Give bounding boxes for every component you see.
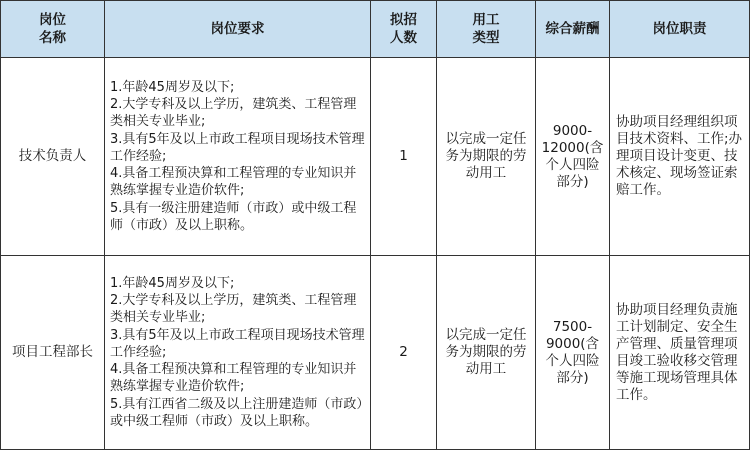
requirement-item: 1.年龄45周岁及以下; — [110, 80, 235, 96]
header-employment-type-text: 用工 类型 — [472, 12, 500, 46]
requirement-item: 5.具有一级注册建造师（市政）或中级工程师（市政）及以上职称。 — [110, 200, 357, 233]
header-headcount-text: 拟招 人数 — [390, 12, 417, 46]
table-row — [1, 58, 750, 256]
position-name: 技术负责人 — [18, 148, 87, 164]
duties: 协助项目经理组织项目技术资料、工作;办理项目设计变更、技术核定、现场签证索赔工作。 — [616, 114, 743, 198]
employment-type-cell — [437, 58, 536, 256]
headcount-cell — [371, 256, 437, 450]
header-duties-text: 岗位职责 — [652, 21, 707, 37]
requirement-item: 1.年龄45周岁及以下; — [110, 276, 235, 292]
requirement-item: 5.具有江西省二级及以上注册建造师（市政）或中级工程师（市政）及以上职称。 — [110, 396, 363, 429]
salary: 7500-9000(含个人四险部分) — [545, 318, 600, 386]
header-employment-type — [437, 1, 536, 58]
header-headcount — [371, 1, 437, 58]
header-position-name-text: 岗位 名称 — [39, 12, 66, 46]
requirement-item: 3.具有5年及以上市政工程项目现场技术管理工作经验; — [110, 131, 365, 164]
header-requirements — [105, 1, 371, 58]
requirements-cell — [105, 256, 371, 450]
header-duties — [610, 1, 750, 58]
salary-cell — [536, 256, 610, 450]
requirement-item: 3.具有5年及以上市政工程项目现场技术管理工作经验; — [110, 327, 365, 360]
requirement-item: 2.大学专科及以上学历，建筑类、工程管理类相关专业毕业; — [110, 293, 357, 326]
duties: 协助项目经理负责施工计划制定、安全生产管理、质量管理项目竣工验收移交管理等施工现场管理具体工作。 — [616, 301, 738, 403]
employment-type: 以完成一定任务为期限的劳动用工 — [445, 327, 527, 377]
salary-cell — [536, 58, 610, 256]
requirement-item: 2.大学专科及以上学历，建筑类、工程管理类相关专业毕业; — [110, 97, 357, 130]
employment-type: 以完成一定任务为期限的劳动用工 — [445, 131, 527, 181]
duties-cell — [610, 256, 750, 450]
employment-type-cell — [437, 256, 536, 450]
headcount-cell — [371, 58, 437, 256]
requirement-item: 4.具备工程预决算和工程管理的专业知识并熟练掌握专业造价软件; — [110, 166, 357, 199]
header-position-name — [1, 1, 105, 58]
duties-cell — [610, 58, 750, 256]
salary: 9000-12000(含个人四险部分) — [541, 122, 604, 190]
table-row — [1, 256, 750, 450]
headcount: 1 — [399, 148, 408, 164]
requirements-cell — [105, 58, 371, 256]
header-row — [1, 1, 750, 58]
header-salary — [536, 1, 610, 58]
position-name-cell — [1, 58, 105, 256]
position-name-cell — [1, 256, 105, 450]
position-name: 项目工程部长 — [12, 344, 93, 360]
header-requirements-text: 岗位要求 — [210, 21, 265, 37]
headcount: 2 — [399, 344, 408, 360]
requirement-item: 4.具备工程预决算和工程管理的专业知识并熟练掌握专业造价软件; — [110, 362, 357, 395]
header-salary-text: 综合薪酬 — [545, 21, 600, 37]
